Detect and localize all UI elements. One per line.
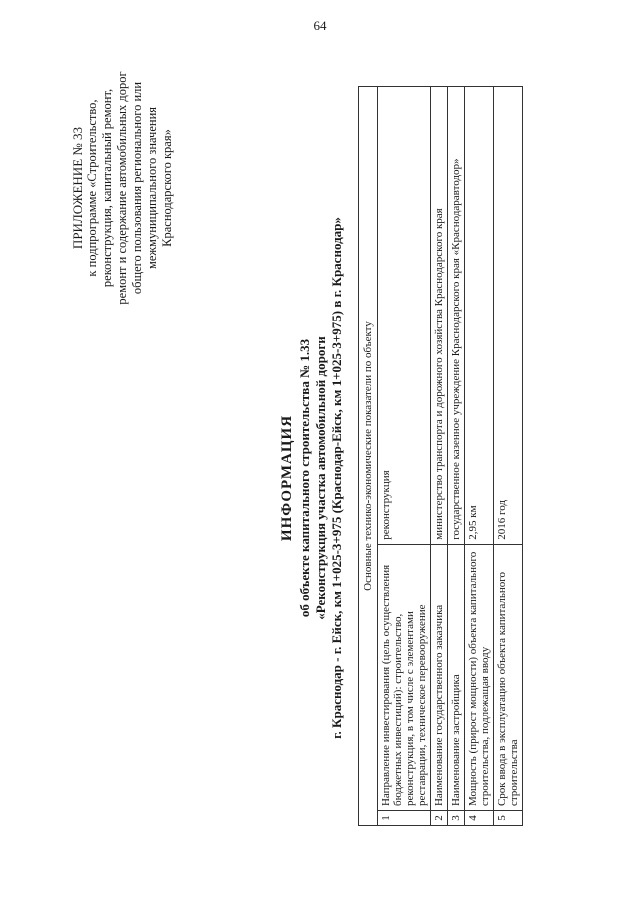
row-number: 4 xyxy=(465,811,494,826)
row-value: реконструкция xyxy=(378,87,431,545)
info-title: ИНФОРМАЦИЯ xyxy=(279,414,295,542)
table-row xyxy=(448,87,465,826)
appendix-line: ремонт и содержание автомобильных дорог xyxy=(115,71,129,305)
info-subtitle-line-3: г. Краснодар - г. Ейск, км 1+025-3+975 (Краснодар-Ейск, км 1+025-3+975) в г. Краснодар» xyxy=(329,217,344,739)
appendix-title: ПРИЛОЖЕНИЕ № 33 xyxy=(70,126,85,250)
row-value: 2,95 км xyxy=(465,87,494,545)
row-number: 1 xyxy=(378,811,431,826)
appendix-line: межмуниципального значения xyxy=(145,106,159,270)
table-row xyxy=(431,87,448,826)
indicators-table xyxy=(358,86,523,826)
row-value: министерство транспорта и дорожного хозяйства Краснодарского края xyxy=(431,87,448,545)
row-number: 5 xyxy=(494,811,523,826)
table-row xyxy=(494,87,523,826)
row-number: 2 xyxy=(431,811,448,826)
page-number: 64 xyxy=(313,18,327,33)
row-label: Наименование государственного заказчика xyxy=(431,544,448,810)
row-label: Срок ввода в эксплуатацию объекта капитального строительства xyxy=(494,544,523,810)
appendix-line: реконструкция, капитальный ремонт, xyxy=(100,88,114,288)
info-subtitle-line-2: «Реконструкция участка автомобильной дороги xyxy=(313,336,328,620)
table-row xyxy=(378,87,431,826)
row-label: Наименование застройщика xyxy=(448,544,465,810)
info-heading xyxy=(278,48,345,908)
table-section-row xyxy=(359,87,378,826)
table-row xyxy=(465,87,494,826)
appendix-block xyxy=(70,58,175,318)
appendix-line: общего пользования регионального или xyxy=(130,81,144,295)
appendix-line: к подпрограмме «Строительство, xyxy=(85,99,99,277)
row-value: 2016 год xyxy=(494,87,523,545)
table-section-header: Основные технико-экономические показатели по объекту xyxy=(359,87,378,826)
row-number: 3 xyxy=(448,811,465,826)
row-value: государственное казенное учреждение Краснодарского края «Краснодаравтодор» xyxy=(448,87,465,545)
info-subtitle-line-1: об объекте капитального строительства № 1.33 xyxy=(297,338,312,618)
row-label: Мощность (прирост мощности) объекта капитального строительства, подлежащая вводу xyxy=(465,544,494,810)
appendix-line: Краснодарского края» xyxy=(160,129,174,247)
rotated-document-body xyxy=(20,48,640,908)
row-label: Направление инвестирования (цель осуществления бюджетных инвестиций): строительство, реконструкция, в том числе с элементами реставрации, техническое перевооружение xyxy=(378,544,431,810)
